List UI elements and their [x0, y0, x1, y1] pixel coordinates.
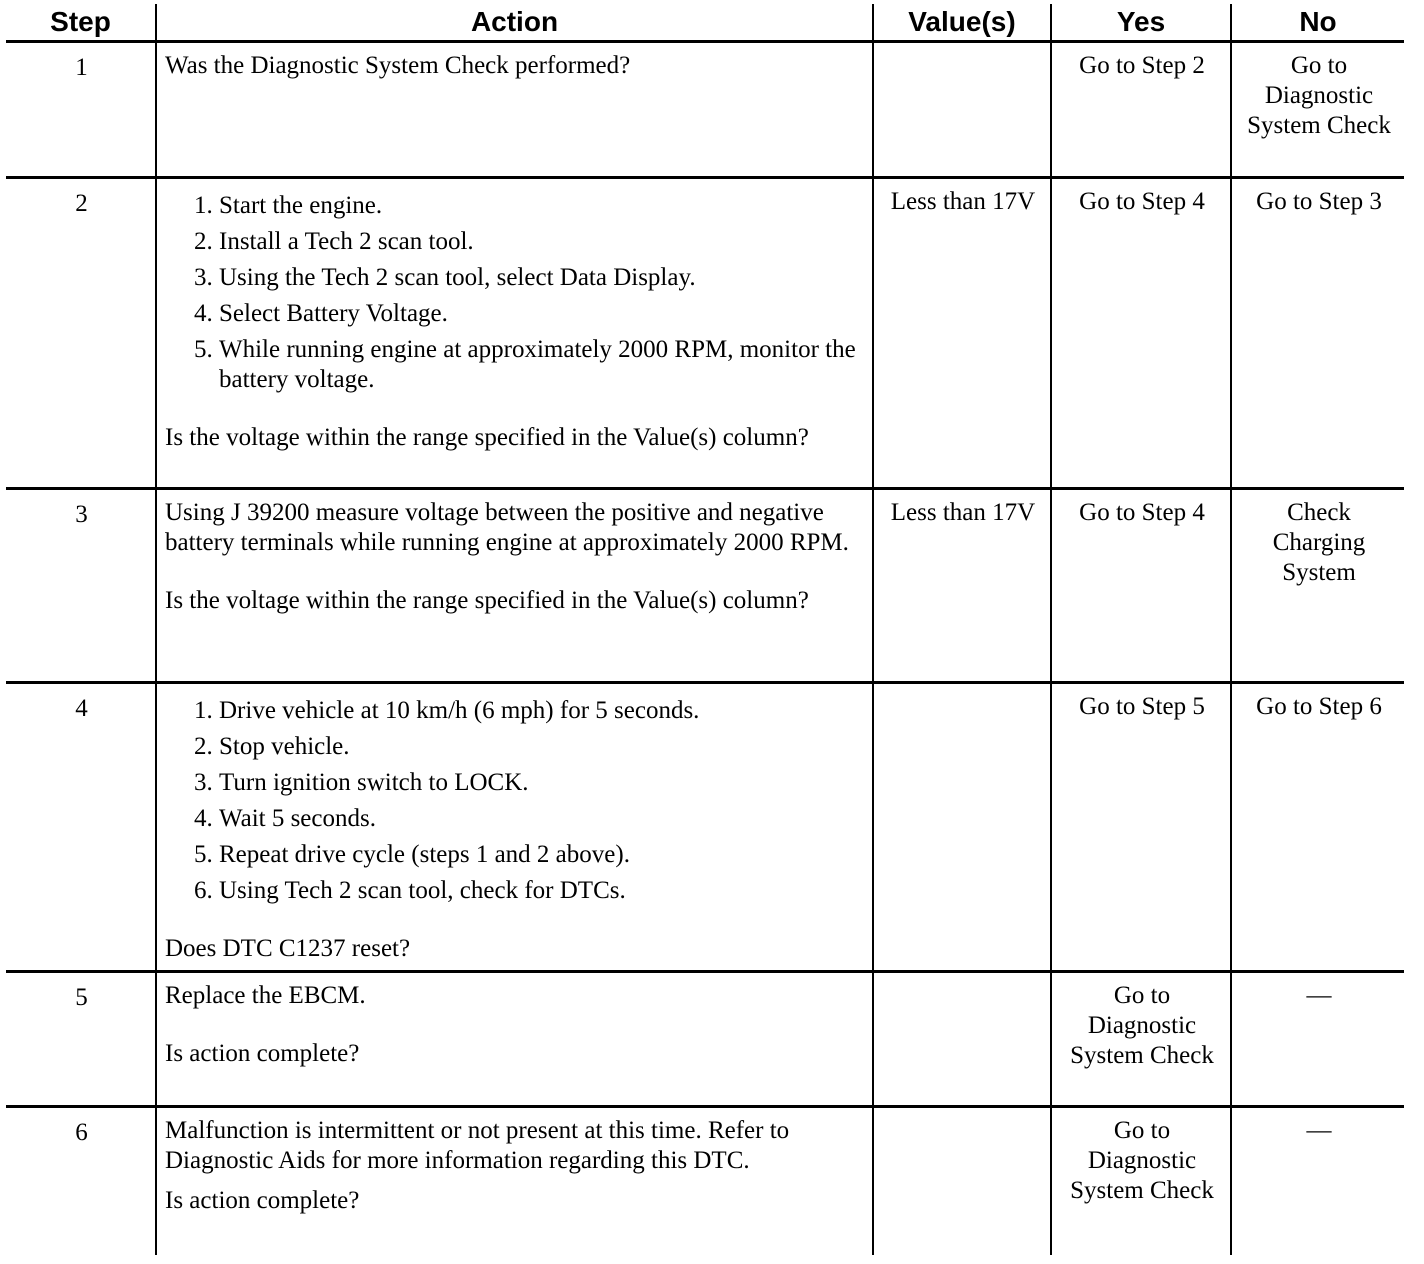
action-text: Malfunction is intermittent or not present at this time. Refer to Diagnostic Aids for more information regarding this DTC. — [165, 1117, 790, 1174]
step-number: 3 — [6, 489, 156, 683]
no-cell: — — [1231, 1107, 1404, 1255]
value-cell — [873, 1107, 1051, 1255]
action-step: 5. While running engine at approximately 2000 RPM, monitor the battery voltage. — [219, 335, 866, 395]
no-cell: — — [1231, 972, 1404, 1107]
no-cell: Go to Step 6 — [1231, 683, 1404, 972]
action-question: Is action complete? — [165, 1040, 360, 1067]
action-step: 4. Select Battery Voltage. — [219, 299, 866, 329]
header-row — [6, 4, 1404, 42]
yes-cell: Go to Step 4 — [1051, 178, 1231, 489]
table-row-step-6 — [6, 1107, 1404, 1255]
yes-cell: Go to Step 4 — [1051, 489, 1231, 683]
yes-cell: Go to Step 5 — [1051, 683, 1231, 972]
action-step: 2. Stop vehicle. — [219, 732, 866, 762]
no-cell: Go to Diagnostic System Check — [1231, 42, 1404, 178]
table-row-step-2 — [6, 178, 1404, 489]
action-cell — [156, 972, 873, 1107]
table-row-step-4 — [6, 683, 1404, 972]
action-step: 2. Install a Tech 2 scan tool. — [219, 227, 866, 257]
action-step: 3. Using the Tech 2 scan tool, select Data Display. — [219, 263, 866, 293]
header-values: Value(s) — [873, 4, 1051, 42]
action-question: Does DTC C1237 reset? — [165, 935, 411, 962]
action-step-list — [165, 696, 866, 906]
diagnostic-table — [6, 4, 1404, 1255]
action-cell — [156, 683, 873, 972]
action-cell — [156, 42, 873, 178]
action-cell — [156, 178, 873, 489]
value-cell — [873, 42, 1051, 178]
header-action: Action — [156, 4, 873, 42]
action-text: Replace the EBCM. — [165, 982, 366, 1009]
table-row-step-5 — [6, 972, 1404, 1107]
action-step: 3. Turn ignition switch to LOCK. — [219, 768, 866, 798]
step-number: 4 — [6, 683, 156, 972]
action-question: Is action complete? — [165, 1187, 360, 1214]
action-cell — [156, 1107, 873, 1255]
header-no: No — [1231, 4, 1404, 42]
table-row-step-3 — [6, 489, 1404, 683]
no-cell: Check Charging System — [1231, 489, 1404, 683]
action-question: Is the voltage within the range specified in the Value(s) column? — [165, 424, 809, 451]
action-step: 1. Drive vehicle at 10 km/h (6 mph) for 5 seconds. — [219, 696, 866, 726]
yes-cell: Go to Diagnostic System Check — [1051, 972, 1231, 1107]
yes-cell: Go to Diagnostic System Check — [1051, 1107, 1231, 1255]
step-number: 1 — [6, 42, 156, 178]
action-question: Is the voltage within the range specified in the Value(s) column? — [165, 587, 809, 614]
action-step: 6. Using Tech 2 scan tool, check for DTCs. — [219, 876, 866, 906]
table-row-step-1 — [6, 42, 1404, 178]
value-cell: Less than 17V — [873, 489, 1051, 683]
step-number: 5 — [6, 972, 156, 1107]
action-text: Was the Diagnostic System Check performed? — [165, 52, 631, 79]
value-cell — [873, 683, 1051, 972]
header-step: Step — [6, 4, 156, 42]
header-yes: Yes — [1051, 4, 1231, 42]
action-text: Using J 39200 measure voltage between the positive and negative battery terminals while running engine at approximately 2000 RPM. — [165, 499, 849, 556]
action-step: 4. Wait 5 seconds. — [219, 804, 866, 834]
step-number: 2 — [6, 178, 156, 489]
action-step: 5. Repeat drive cycle (steps 1 and 2 above). — [219, 840, 866, 870]
step-number: 6 — [6, 1107, 156, 1255]
action-step-list — [165, 191, 866, 395]
value-cell — [873, 972, 1051, 1107]
action-cell — [156, 489, 873, 683]
value-cell: Less than 17V — [873, 178, 1051, 489]
yes-cell: Go to Step 2 — [1051, 42, 1231, 178]
no-cell: Go to Step 3 — [1231, 178, 1404, 489]
action-step: 1. Start the engine. — [219, 191, 866, 221]
